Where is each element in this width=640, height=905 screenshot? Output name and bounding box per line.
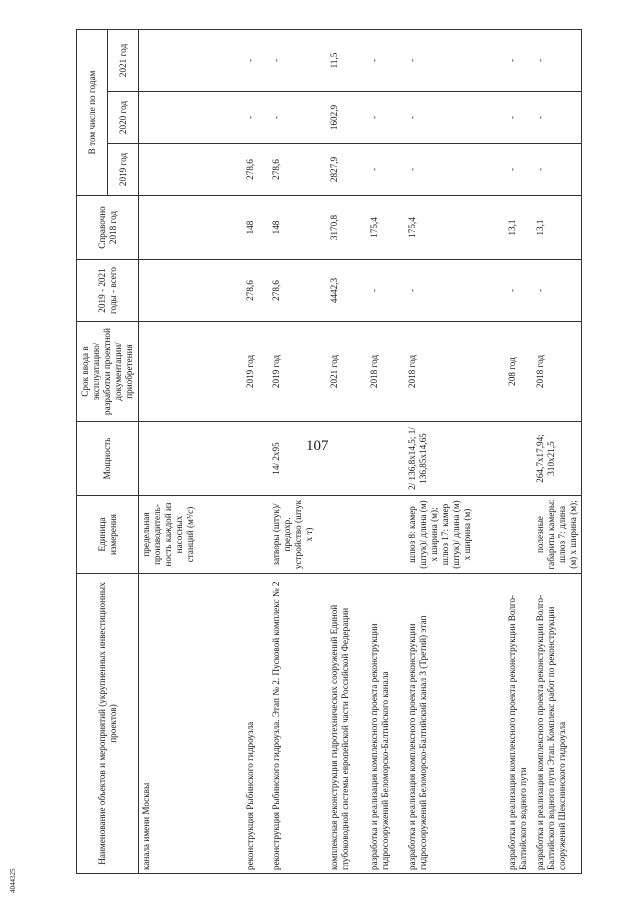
table-header — [77, 29, 139, 873]
row-total: 278,6 — [243, 260, 269, 322]
page-number: 107 — [306, 438, 329, 454]
row-2021: - — [243, 29, 269, 91]
row-term: 2018 год — [367, 322, 405, 422]
table-row — [327, 29, 367, 873]
table-row — [139, 29, 243, 873]
row-name: комплексная реконструкция гидротехнических сооружений Единой глубоководной системы европейской части Российской Федерации — [327, 574, 367, 874]
table-row — [367, 29, 405, 873]
row-ref2018: 148 — [243, 196, 269, 260]
row-unit: шлюз 8: камер (штук)/ длина (м) х ширина (м); шлюз 17: камер (штук)/ длина (м) х ширина (м) — [405, 496, 505, 574]
row-name: разработка и реализация комплексного проекта реконструкции Волго-Балтийского водного пути — [505, 574, 533, 874]
row-capacity — [243, 422, 269, 496]
table-body — [139, 29, 582, 873]
row-term: 2018 год — [533, 322, 582, 422]
header-year-2020: 2020 год — [108, 92, 139, 144]
row-capacity: 14/ 2х95 — [269, 422, 327, 496]
document-id: 4044325 — [9, 868, 17, 893]
row-capacity — [505, 422, 533, 496]
row-name: канала имени Москвы — [139, 574, 243, 874]
row-unit — [367, 496, 405, 574]
row-2019: 278,6 — [243, 144, 269, 196]
header-capacity: Мощность — [77, 422, 139, 496]
row-unit — [505, 496, 533, 574]
row-unit — [327, 496, 367, 574]
row-name: разработка и реализация комплексного проекта реконструкции Волго-Балтийского водного пути Этап. Комплекс работ по реконструкции сооружений Шекснинского гидроузла — [533, 574, 582, 874]
row-term: 208 год — [505, 322, 533, 422]
row-2020: 1602,9 — [327, 92, 367, 144]
table-row — [269, 29, 327, 873]
row-2019: - — [533, 144, 582, 196]
row-2021 — [139, 29, 243, 91]
row-ref2018: 13,1 — [533, 196, 582, 260]
row-ref2018: 175,4 — [405, 196, 505, 260]
row-term: 2018 год — [405, 322, 505, 422]
row-term — [139, 322, 243, 422]
row-2020: - — [505, 92, 533, 144]
row-unit: полезные габариты камеры: шлюз 7: длина (м) х ширина (м); — [533, 496, 582, 574]
row-name: реконструкция Рыбинского гидроузла — [243, 574, 269, 874]
row-2020: - — [367, 92, 405, 144]
row-2019: - — [367, 144, 405, 196]
row-2021: - — [269, 29, 327, 91]
row-unit: предельная производитель-ность каждой из насосных станций (м³/с) — [139, 496, 243, 574]
row-total: - — [405, 260, 505, 322]
row-2019: 2827,9 — [327, 144, 367, 196]
table-row — [405, 29, 505, 873]
row-unit: затворы (штук)/ предохр. устройство (штук х т) — [269, 496, 327, 574]
row-2020: - — [269, 92, 327, 144]
row-total: - — [367, 260, 405, 322]
row-ref2018: 148 — [269, 196, 327, 260]
row-2020: - — [533, 92, 582, 144]
row-2019: - — [405, 144, 505, 196]
row-2020: - — [405, 92, 505, 144]
row-2021: - — [367, 29, 405, 91]
table-row — [505, 29, 533, 873]
row-capacity — [367, 422, 405, 496]
row-2020: - — [243, 92, 269, 144]
row-2020 — [139, 92, 243, 144]
investment-projects-table — [76, 29, 582, 874]
row-2021: - — [405, 29, 505, 91]
header-term: Срок ввода в эксплуатацию/ разработки проектной документации/ приобретения — [77, 322, 139, 422]
rotated-table-container — [76, 30, 628, 874]
row-ref2018: 3170,8 — [327, 196, 367, 260]
row-name: разработка и реализация комплексного проекта реконструкции гидросооружений Беломорско-Балтийского канала — [367, 574, 405, 874]
row-ref2018: 175,4 — [367, 196, 405, 260]
row-2021: 11,5 — [327, 29, 367, 91]
row-total: 278,6 — [269, 260, 327, 322]
row-capacity: 264,7х17,94; 310х21,5 — [533, 422, 582, 496]
row-term: 2021 год — [327, 322, 367, 422]
header-including-by-years: В том числе по годам — [77, 29, 108, 195]
row-name: разработка и реализация комплексного проекта реконструкции гидросооружений Беломорско-Балтийский канал 3 (Третий) этап — [405, 574, 505, 874]
row-ref2018: 13,1 — [505, 196, 533, 260]
header-year-2019: 2019 год — [108, 144, 139, 196]
row-2019: 278,6 — [269, 144, 327, 196]
row-term: 2019 год — [243, 322, 269, 422]
row-capacity: 2/ 136,8х14,5; 1/ 136,85х14,65 — [405, 422, 505, 496]
row-capacity — [139, 422, 243, 496]
header-year-2021: 2021 год — [108, 29, 139, 91]
header-name: Наименование объектов и мероприятий (укрупненных инвестиционных проектов) — [77, 574, 139, 874]
table-row — [243, 29, 269, 873]
row-ref2018 — [139, 196, 243, 260]
header-unit: Единица измерения — [77, 496, 139, 574]
row-2021: - — [533, 29, 582, 91]
row-total: - — [533, 260, 582, 322]
row-name: реконструкция Рыбинского гидроузла. Этап № 2. Пусковой комплекс № 2 — [269, 574, 327, 874]
row-term: 2019 год — [269, 322, 327, 422]
row-total: 4442,3 — [327, 260, 367, 322]
row-total — [139, 260, 243, 322]
table-row — [533, 29, 582, 873]
header-total: 2019 - 2021 годы - всего — [77, 260, 139, 322]
row-total: - — [505, 260, 533, 322]
row-unit — [243, 496, 269, 574]
row-capacity — [327, 422, 367, 496]
row-2021: - — [505, 29, 533, 91]
row-2019: - — [505, 144, 533, 196]
row-2019 — [139, 144, 243, 196]
header-ref2018: Справочно 2018 год — [77, 196, 139, 260]
